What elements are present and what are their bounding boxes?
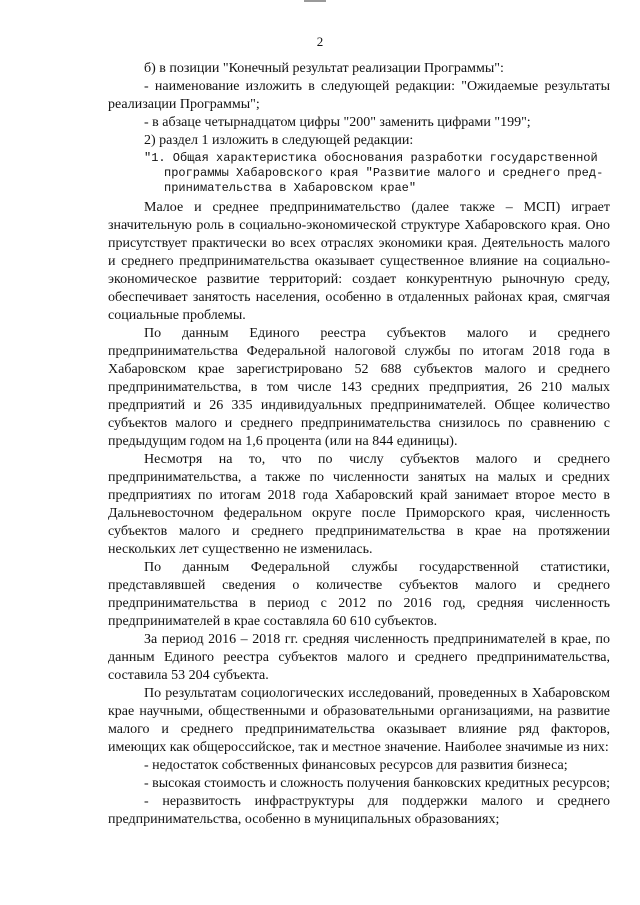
factor-item: - недостаток собственных финансовых ресурсов для развития бизнеса;	[144, 758, 568, 773]
paragraph-period-2016-2018: За период 2016 – 2018 гг. средняя численность предпринимателей в крае, по данным Единого реестра субъектов малого и среднего предпринимательства, составила 53 204 субъекта.	[108, 632, 610, 683]
paragraph-msp-role: Малое и среднее предпринимательство (далее также – МСП) играет значительную роль в социально-экономической структуре Хабаровского края. Оно присутствует практически во всех отраслях экономики края. Деятельность малого и среднего предпринимательства оказывает существенное влияние на социально-экономическое развитие территорий: создает конкурентную рыночную среду, обеспечивает занятость населения, особенно в отдаленных районах края, смягчая социальные проблемы.	[108, 200, 610, 323]
section-heading	[108, 151, 610, 196]
factor-item: - неразвитость инфраструктуры для поддержки малого и среднего предпринимательства, особенно в муниципальных образованиях;	[108, 794, 610, 827]
paragraph-sociological-research: По результатам социологических исследований, проведенных в Хабаровском крае научными, общественными и образовательными организациями, на развитие малого и среднего предпринимательства оказывает влияние ряд факторов, имеющих как общероссийское, так и местное значение. Наиболее значимые из них:	[108, 686, 610, 755]
document-body	[108, 60, 610, 829]
intro-item-b: б) в позиции "Конечный результат реализации Программы":	[144, 61, 504, 76]
section-heading-line-1: "1. Общая характеристика обоснования разработки государственной	[144, 151, 598, 165]
section-heading-line-2: программы Хабаровского края "Развитие малого и среднего пред-	[164, 166, 604, 180]
intro-item-2: 2) раздел 1 изложить в следующей редакции:	[144, 133, 414, 148]
section-heading-line-3: принимательства в Хабаровском крае"	[164, 181, 417, 195]
intro-dash-paragraph: - в абзаце четырнадцатом цифры "200" заменить цифрами "199";	[144, 115, 531, 130]
scan-mark	[304, 0, 326, 2]
paragraph-registry-2018: По данным Единого реестра субъектов малого и среднего предпринимательства Федеральной налоговой службы по итогам 2018 года в Хабаровском крае зарегистрировано 52 688 субъектов малого и среднего предпринимательства, в том числе 143 средних предприятия, 26 210 малых предприятий и 26 335 индивидуальных предпринимателей. Общее количество субъектов малого и среднего предпринимательства снизилось по сравнению с предыдущим годом на 1,6 процента (или на 844 единицы).	[108, 326, 610, 449]
paragraph-ranking: Несмотря на то, что по числу субъектов малого и среднего предпринимательства, а также по численности занятых на малых и средних предприятиях по итогам 2018 года Хабаровский край занимает второе место в Дальневосточном федеральном округе после Приморского края, численность субъектов малого и среднего предпринимательства в крае на протяжении нескольких лет существенно не изменилась.	[108, 452, 610, 557]
factor-item: - высокая стоимость и сложность получения банковских кредитных ресурсов;	[144, 776, 610, 791]
paragraph-statistics-2012-2016: По данным Федеральной службы государственной статистики, представлявшей сведения о количестве субъектов малого и среднего предпринимательства в период с 2012 по 2016 год, средняя численность предпринимателей в крае составляла 60 610 субъектов.	[108, 560, 610, 629]
page-number: 2	[316, 34, 324, 49]
intro-dash-name: - наименование изложить в следующей редакции: "Ожидаемые результаты реализации Программы";	[108, 79, 610, 112]
